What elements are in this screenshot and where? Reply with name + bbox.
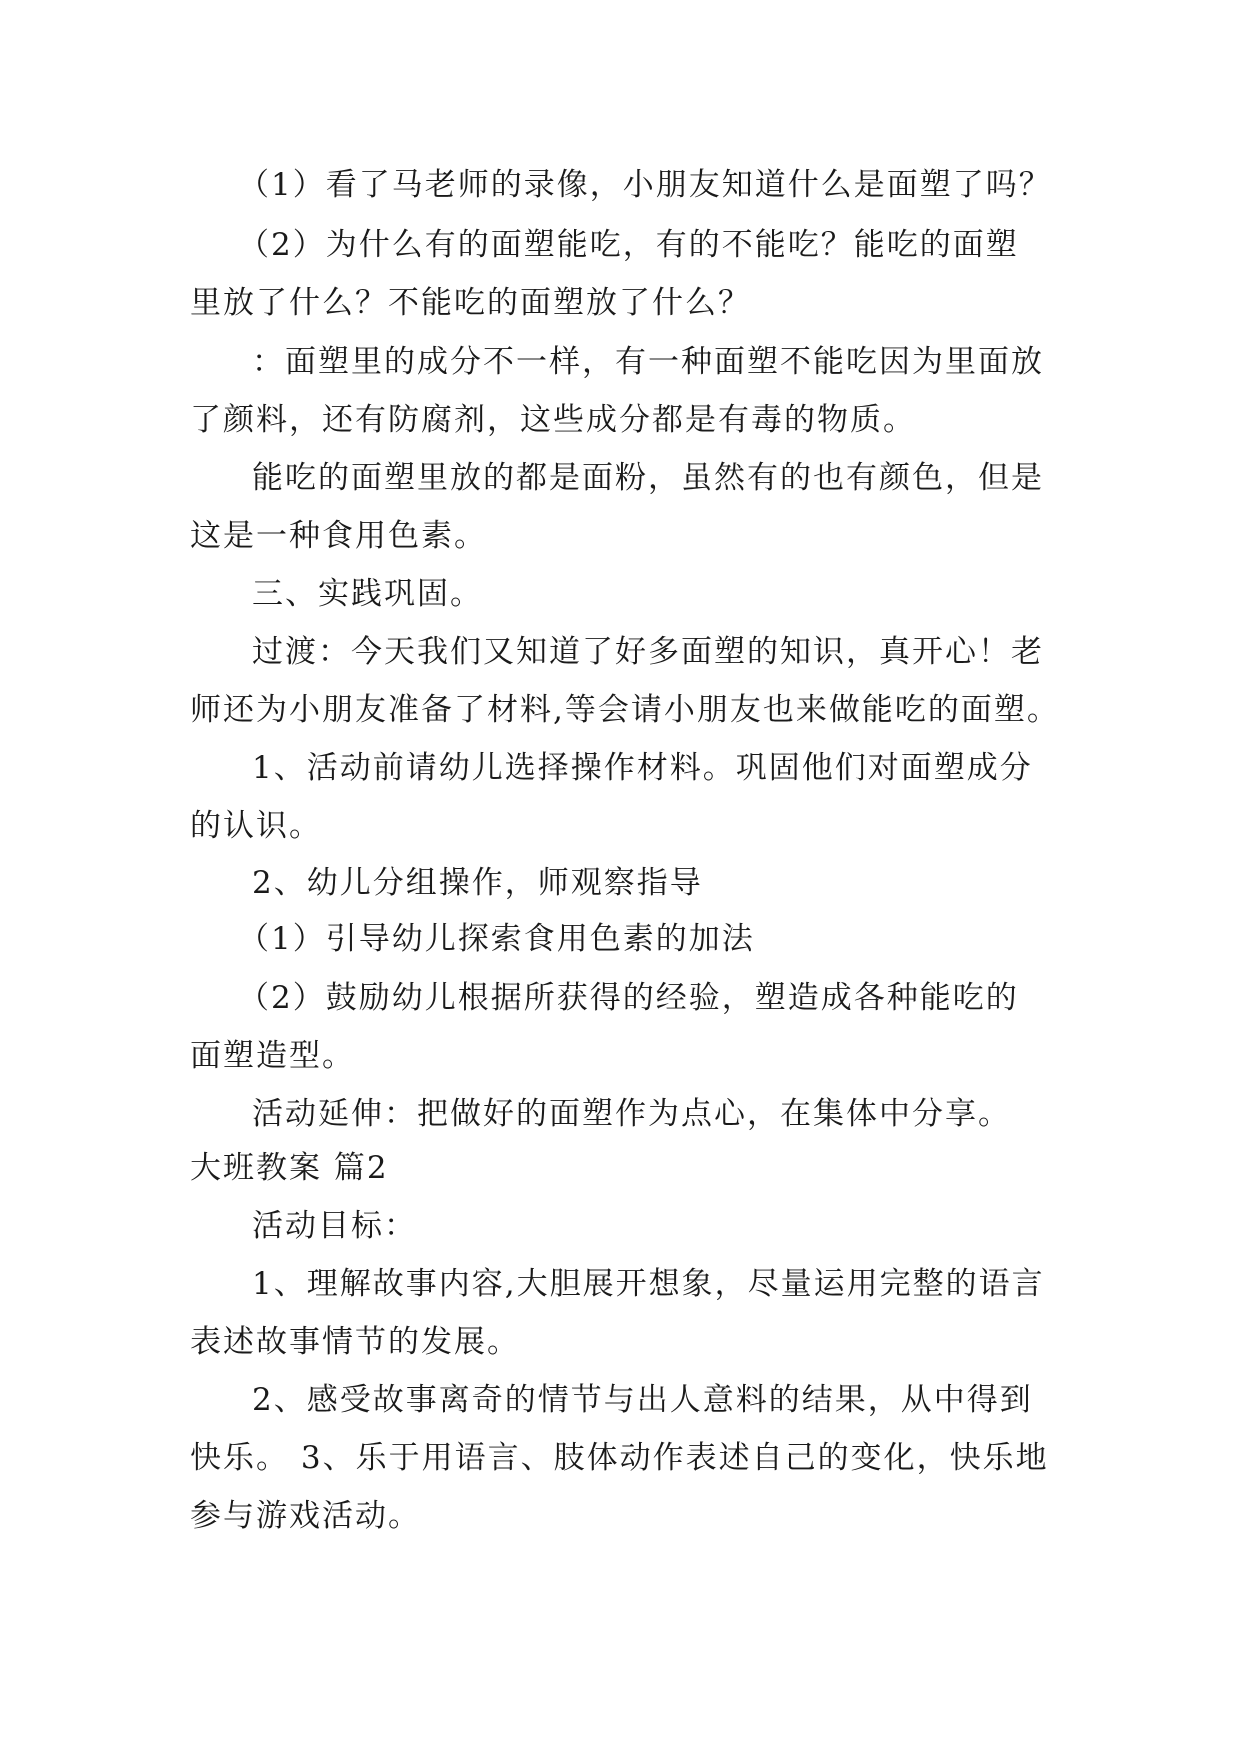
paragraph-line: 2、感受故事离奇的情节与出人意料的结果，从中得到 (252, 1382, 1033, 1418)
section-heading: 三、实践巩固。 (252, 576, 483, 612)
paragraph-line: 的认识。 (190, 808, 322, 844)
paragraph-line: 2、幼儿分组操作，师观察指导 (252, 865, 703, 901)
paragraph-line: 能吃的面塑里放的都是面粉，虽然有的也有颜色，但是 (252, 460, 1044, 496)
paragraph-line: （1）看了马老师的录像，小朋友知道什么是面塑了吗？ (238, 167, 1052, 203)
paragraph-line: 了颜料，还有防腐剂，这些成分都是有毒的物质。 (190, 402, 916, 438)
paragraph-line: 这是一种食用色素。 (190, 518, 487, 554)
paragraph-line: 快乐。 3、乐于用语言、肢体动作表述自己的变化，快乐地 (190, 1440, 1049, 1476)
paragraph-line: 活动延伸：把做好的面塑作为点心，在集体中分享。 (252, 1096, 1011, 1132)
paragraph-line: （2）鼓励幼儿根据所获得的经验，塑造成各种能吃的 (238, 980, 1019, 1016)
paragraph-line: 里放了什么？不能吃的面塑放了什么？ (190, 285, 751, 321)
paragraph-line: 师还为小朋友准备了材料,等会请小朋友也来做能吃的面塑。 (190, 692, 1060, 728)
paragraph-line: 过渡：今天我们又知道了好多面塑的知识，真开心！老 (252, 634, 1044, 670)
paragraph-line: 表述故事情节的发展。 (190, 1324, 520, 1360)
paragraph-line: （1）引导幼儿探索食用色素的加法 (238, 921, 755, 957)
paragraph-line: ：面塑里的成分不一样，有一种面塑不能吃因为里面放 (252, 344, 1044, 380)
paragraph-line: 参与游戏活动。 (190, 1498, 421, 1534)
paragraph-line: 1、活动前请幼儿选择操作材料。巩固他们对面塑成分 (252, 750, 1033, 786)
section-heading: 活动目标： (252, 1208, 417, 1244)
paragraph-line: （2）为什么有的面塑能吃，有的不能吃？能吃的面塑 (238, 227, 1019, 263)
paragraph-line: 面塑造型。 (190, 1038, 355, 1074)
section-title: 大班教案 篇2 (190, 1150, 389, 1186)
paragraph-line: 1、理解故事内容,大胆展开想象，尽量运用完整的语言 (252, 1266, 1045, 1302)
